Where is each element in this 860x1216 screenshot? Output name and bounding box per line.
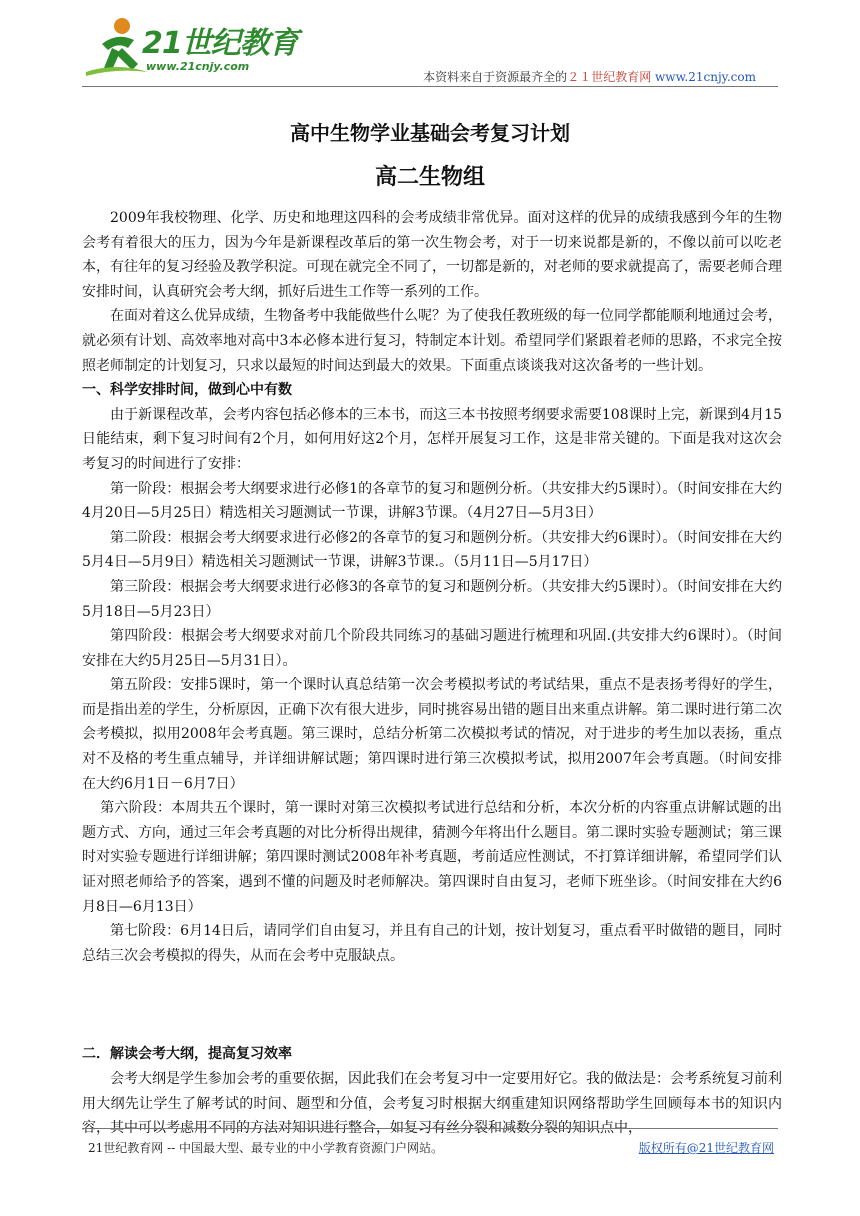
paragraph: 会考大纲是学生参加会考的重要依据，因此我们在会考复习中一定要用好它。我的做法是：会考系统复习前利用大纲先让学生了解考试的时间、题型和分值，会考复习时根据大纲重建知识网络帮助学生回顾每本书的知识内容，其中可以考虑用不同的方法对知识进行整合，如复习有丝分裂和减数分裂的知识点中， (82, 1071, 782, 1137)
header-note-url[interactable]: www.21cnjy.com (655, 70, 756, 84)
section-heading: 一、科学安排时间，做到心中有数 (82, 382, 292, 399)
paragraph: 2009年我校物理、化学、历史和地理这四科的会考成绩非常优异。面对这样的优异的成绩我感到今年的生物会考有着很大的压力，因为今年是新课程改革后的第一次生物会考，对于一切来说都是新的，不像以前可以吃老本，有往年的复习经验及教学积淀。可现在就完全不同了，一切都是新的，对老师的要求就提高了，需要老师合理安排时间，认真研究会考大纲，抓好后进生工作等一系列的工作。 (82, 210, 782, 300)
document-subtitle: 高二生物组 (374, 165, 485, 190)
header-note-brand[interactable]: ２１世纪教育网 (567, 70, 652, 84)
document-title: 高中生物学业基础会考复习计划 (290, 121, 570, 145)
stage-paragraph: 第二阶段：根据会考大纲要求进行必修2的各章节的复习和题例分析。（共安排大约6课时）。（时间安排在大约5月4日—5月9日）精选相关习题测试一节课，讲解3节课.。（5月11日—5月17日） (82, 529, 782, 571)
stage-paragraph: 第七阶段：6月14日后，请同学们自由复习，并且有自己的计划，按计划复习，重点看平时做错的题目，同时总结三次会考模拟的得失，从而在会考中克服缺点。 (82, 923, 782, 964)
stage-paragraph: 第六阶段：本周共五个课时，第一课时对第三次模拟考试进行总结和分析，本次分析的内容重点讲解试题的出题方式、方向，通过三年会考真题的对比分析得出规律，猜测今年将出什么题目。第二课时实验专题测试；第三课时对实验专题进行详细讲解；第四课时测试2008年补考真题，考前适应性测试，不打算详细讲解，希望同学们认证对照老师给予的答案，遇到不懂的问题及时老师解决。第四课时自由复习，老师下班坐诊。（时间安排在大约6月8日—6月13日） (82, 800, 782, 915)
footer-text: 21世纪教育网 -- 中国最大型、最专业的中小学教育资源门户网站。 (88, 1141, 444, 1155)
stage-paragraph: 第三阶段：根据会考大纲要求进行必修3的各章节的复习和题例分析。（共安排大约5课时）。（时间安排在大约5月18日—5月23日） (82, 578, 782, 620)
stage-paragraph: 第五阶段：安排5课时，第一个课时认真总结第一次会考模拟考试的考试结果，重点不是表扬考得好的学生，而是指出差的学生，分析原因，正确下次有很大进步，同时挑容易出错的题目出来重点讲解。第二课时进行第二次会考模拟，拟用2008年会考真题。第三课时，总结分析第二次模拟考试的情况，对于进步的考生加以表扬，重点对不及格的考生重点辅导，并详细讲解试题；第四课时进行第三次模拟考试，拟用2007年会考真题。（时间安排在大约6月1日－6月7日） (82, 677, 782, 792)
header-divider (82, 86, 778, 87)
stage-paragraph: 第四阶段：根据会考大纲要求对前几个阶段共同练习的基础习题进行梳理和巩固.(共安排大约6课时）。（时间安排在大约5月25日—5月31日）。 (82, 628, 782, 669)
page-header (0, 0, 860, 90)
header-note (423, 68, 756, 85)
document-body (82, 206, 782, 1141)
spacer (82, 968, 782, 1042)
paragraph: 由于新课程改革，会考内容包括必修本的三本书，而这三本书按照考纲要求需要108课时上完，新课到4月15日能结束，剩下复习时间有2个月，如何用好这2个月，怎样开展复习工作，这是非常关键的。下面是我对这次会考复习的时间进行了安排： (82, 406, 782, 472)
paragraph: 在面对着这么优异成绩，生物备考中我能做些什么呢？为了使我任教班级的每一位同学都能顺利地通过会考，就必须有计划、高效率地对高中3本必修本进行复习，特制定本计划。希望同学们紧跟着老师的思路，不求完全按照老师制定的计划复习，只求以最短的时间达到最大的效果。下面重点谈谈我对这次备考的一些计划。 (82, 308, 782, 374)
header-note-prefix: 本资料来自于资源最齐全的 (423, 70, 568, 84)
copyright-link[interactable]: 版权所有@21世纪教育网 (638, 1141, 774, 1155)
section-heading: 二．解读会考大纲，提高复习效率 (82, 1046, 292, 1063)
footer-divider (82, 1128, 778, 1129)
logo-url: www.21cnjy.com (146, 60, 250, 73)
stage-paragraph: 第一阶段：根据会考大纲要求进行必修1的各章节的复习和题例分析。（共安排大约5课时）。（时间安排在大约4月20日—5月25日）精选相关习题测试一节课，讲解3节课。（4月27日—5月3日） (82, 480, 782, 522)
logo-text: 21世纪教育 (142, 26, 298, 61)
